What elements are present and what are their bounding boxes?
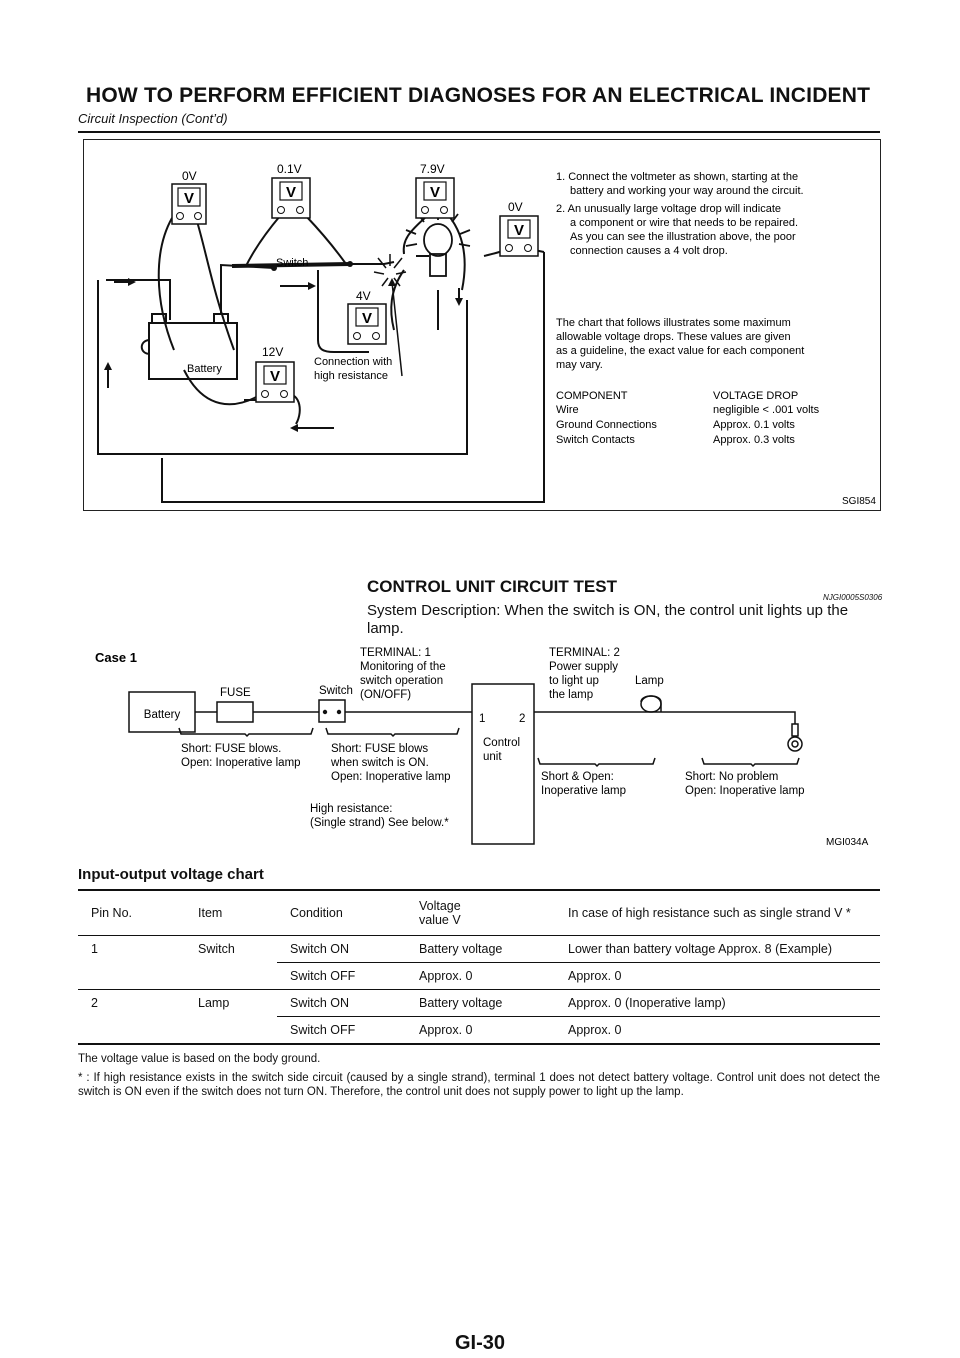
svg-text:as a guideline, the exact valu: as a guideline, the exact value for each component: [556, 345, 805, 357]
svg-text:connection causes a 4 volt dro: connection causes a 4 volt drop.: [570, 245, 728, 257]
note-high-resistance: * : If high resistance exists in the switch side circuit (caused by a single strand), terminal 1 does not detect battery voltage. Control unit does not detect the switch is ON even if the switch does not turn ON. Therefore, the control unit does not supply power to light up the lamp.: [78, 1072, 880, 1098]
meter0v-lead-a: [159, 218, 174, 350]
table-row: Switch OFF Approx. 0 Approx. 0: [78, 1017, 880, 1045]
svg-text:to light up: to light up: [549, 675, 599, 687]
section-code: NJGI0005S0306: [823, 593, 883, 602]
voltage-drop-diagram: [84, 140, 880, 510]
page-number: GI-30: [454, 1332, 506, 1354]
case-label: Case 1: [95, 650, 137, 665]
svg-text:Open: Inoperative lamp: Open: Inoperative lamp: [331, 771, 451, 783]
flow-arrowhead-5: [308, 282, 316, 290]
svg-text:V: V: [513, 222, 525, 239]
voltmeter-vm4: [500, 200, 538, 256]
figure2-id: MGI034A: [826, 837, 869, 848]
battery-pos-wire: [221, 265, 274, 314]
control-unit-diagram: [95, 640, 885, 850]
voltage-drop-figure: [83, 139, 881, 511]
svg-text:Inoperative lamp: Inoperative lamp: [541, 785, 627, 797]
flow-arrowhead-4: [455, 298, 463, 306]
svg-text:The chart that follows illustr: The chart that follows illustrates some maximum: [556, 317, 791, 329]
page-subtitle: Circuit Inspection (Cont’d): [78, 111, 228, 126]
page-title: HOW TO PERFORM EFFICIENT DIAGNOSES FOR AN ELECTRICAL INCIDENT: [86, 84, 871, 107]
voltmeter-vm3: [416, 162, 454, 218]
header-divider: [78, 131, 880, 133]
vm1-reading: 0V: [182, 169, 197, 183]
connection-label-1: Connection with: [314, 356, 393, 368]
svg-text:Ground Connections: Ground Connections: [556, 419, 657, 431]
svg-text:High resistance:: High resistance:: [310, 803, 393, 815]
svg-text:1. Connect the voltmeter as sh: 1. Connect the voltmeter as shown, starting at the: [556, 171, 799, 183]
svg-text:V: V: [183, 190, 195, 207]
control-unit-figure: [95, 640, 885, 850]
svg-text:Open: Inoperative lamp: Open: Inoperative lamp: [181, 757, 301, 769]
section-title: CONTROL UNIT CIRCUIT TEST: [367, 577, 617, 596]
vm6-reading: 12V: [262, 345, 284, 359]
svg-text:Short: FUSE blows.: Short: FUSE blows.: [181, 743, 282, 755]
svg-text:Short & Open:: Short & Open:: [541, 771, 614, 783]
header-item: Item: [185, 890, 277, 936]
lamp-label: Lamp: [635, 675, 664, 687]
brace-switch: [326, 728, 459, 736]
flow-arrowhead-2: [104, 362, 112, 370]
switch-contact-right: [347, 261, 353, 267]
svg-text:Approx. 0.3 volts: Approx. 0.3 volts: [713, 434, 795, 446]
table-row: 1 Switch Switch ON Battery voltage Lower than battery voltage Approx. 8 (Example): [78, 936, 880, 963]
instructions-block: [556, 171, 820, 446]
voltmeter-vm2: [272, 162, 310, 218]
meter01-lead-a: [246, 216, 280, 266]
svg-text:2. An unusually large voltage: 2. An unusually large voltage drop will indicate: [556, 203, 782, 215]
battery-label: Battery: [187, 363, 222, 375]
fig2-switch-label: Switch: [319, 685, 353, 697]
voltmeter-vm6: [256, 345, 294, 402]
brace-fuse: [179, 728, 313, 736]
svg-text:allowable voltage drops. These: allowable voltage drops. These values are given: [556, 331, 791, 343]
svg-text:Approx. 0.1 volts: Approx. 0.1 volts: [713, 419, 795, 431]
figure1-id: SGI854: [842, 496, 876, 507]
header-voltage: Voltage value V: [406, 890, 555, 936]
header-condition: Condition: [277, 890, 406, 936]
vm4-reading: 0V: [508, 200, 523, 214]
pin2-label: 2: [519, 713, 526, 725]
vm2-reading: 0.1V: [277, 162, 302, 176]
fuse-box: [217, 702, 253, 722]
vm5-reading: 4V: [356, 289, 371, 303]
svg-text:(ON/OFF): (ON/OFF): [360, 689, 412, 701]
component-header: COMPONENT: [556, 390, 628, 402]
svg-text:Control: Control: [483, 737, 521, 749]
section-description: System Description: When the switch is ON, the control unit lights up the lamp.: [367, 602, 849, 637]
svg-text:battery and working your way a: battery and working your way around the circuit.: [570, 185, 804, 197]
table-row: 2 Lamp Switch ON Battery voltage Approx. 0 (Inoperative lamp): [78, 990, 880, 1017]
svg-text:Wire: Wire: [556, 404, 579, 416]
fig2-battery-label: Battery: [143, 709, 181, 721]
voltmeter-vm5: [348, 289, 386, 344]
svg-text:Switch Contacts: Switch Contacts: [556, 434, 635, 446]
pin1-label: 1: [479, 713, 486, 725]
svg-text:V: V: [285, 184, 297, 201]
svg-text:Short: FUSE blows: Short: FUSE blows: [331, 743, 429, 755]
svg-text:V: V: [269, 368, 281, 385]
lamp-wire: [635, 712, 795, 724]
voltmeter-vm1: [172, 169, 206, 224]
io-chart-title: Input-output voltage chart: [78, 866, 264, 883]
switch-label: Switch: [276, 257, 309, 269]
vm3-reading: 7.9V: [420, 162, 445, 176]
note-body-ground: The voltage value is based on the body ground.: [78, 1053, 321, 1065]
spark-icon: [374, 254, 406, 286]
svg-text:a component or wire that needs: a component or wire that needs to be repaired.: [570, 217, 799, 229]
svg-text:TERMINAL: 2: TERMINAL: 2: [549, 647, 620, 659]
brace-t2: [538, 758, 655, 766]
svg-text:V: V: [429, 184, 441, 201]
battery-pos-terminal: [214, 314, 228, 323]
svg-text:switch operation: switch operation: [360, 675, 444, 687]
header-high-resistance: In case of high resistance such as single strand V *: [555, 890, 880, 936]
svg-text:unit: unit: [483, 751, 502, 763]
brace-lamp: [702, 758, 799, 766]
svg-text:when switch is ON.: when switch is ON.: [331, 757, 429, 769]
voltage-drop-header: VOLTAGE DROP: [713, 390, 799, 402]
header-pin: Pin No.: [78, 890, 185, 936]
lamp-bulb: [406, 210, 470, 276]
svg-text:V: V: [361, 310, 373, 327]
lamp-icon: [641, 696, 661, 712]
switch-to-lamp-wire: [350, 262, 394, 264]
svg-text:Power supply: Power supply: [549, 661, 619, 673]
svg-text:Short: No problem: Short: No problem: [685, 771, 779, 783]
connection-label-2: high resistance: [314, 370, 388, 382]
table-row: Switch OFF Approx. 0 Approx. 0: [78, 963, 880, 990]
io-voltage-table: [78, 889, 880, 1045]
svg-text:negligible < .001 volts: negligible < .001 volts: [713, 404, 820, 416]
svg-text:Open: Inoperative lamp: Open: Inoperative lamp: [685, 785, 805, 797]
flow-arrowhead-3: [290, 424, 298, 432]
fuse-label: FUSE: [220, 687, 251, 699]
svg-text:TERMINAL: 1: TERMINAL: 1: [360, 647, 431, 659]
svg-text:may vary.: may vary.: [556, 359, 603, 371]
meter01-lead-b: [306, 216, 346, 264]
switch-box: [319, 700, 345, 722]
meter0v-lead-b: [196, 218, 234, 350]
control-unit-box: [472, 684, 534, 844]
ground-icon: [788, 737, 802, 751]
svg-text:Monitoring of the: Monitoring of the: [360, 661, 446, 673]
svg-text:As you can see the illustratio: As you can see the illustration above, the poor: [570, 231, 796, 243]
table-header-row: [78, 890, 880, 936]
svg-text:the lamp: the lamp: [549, 689, 594, 701]
svg-text:(Single strand) See below.*: (Single strand) See below.*: [310, 817, 449, 829]
meter79-lead-b: [449, 216, 465, 290]
